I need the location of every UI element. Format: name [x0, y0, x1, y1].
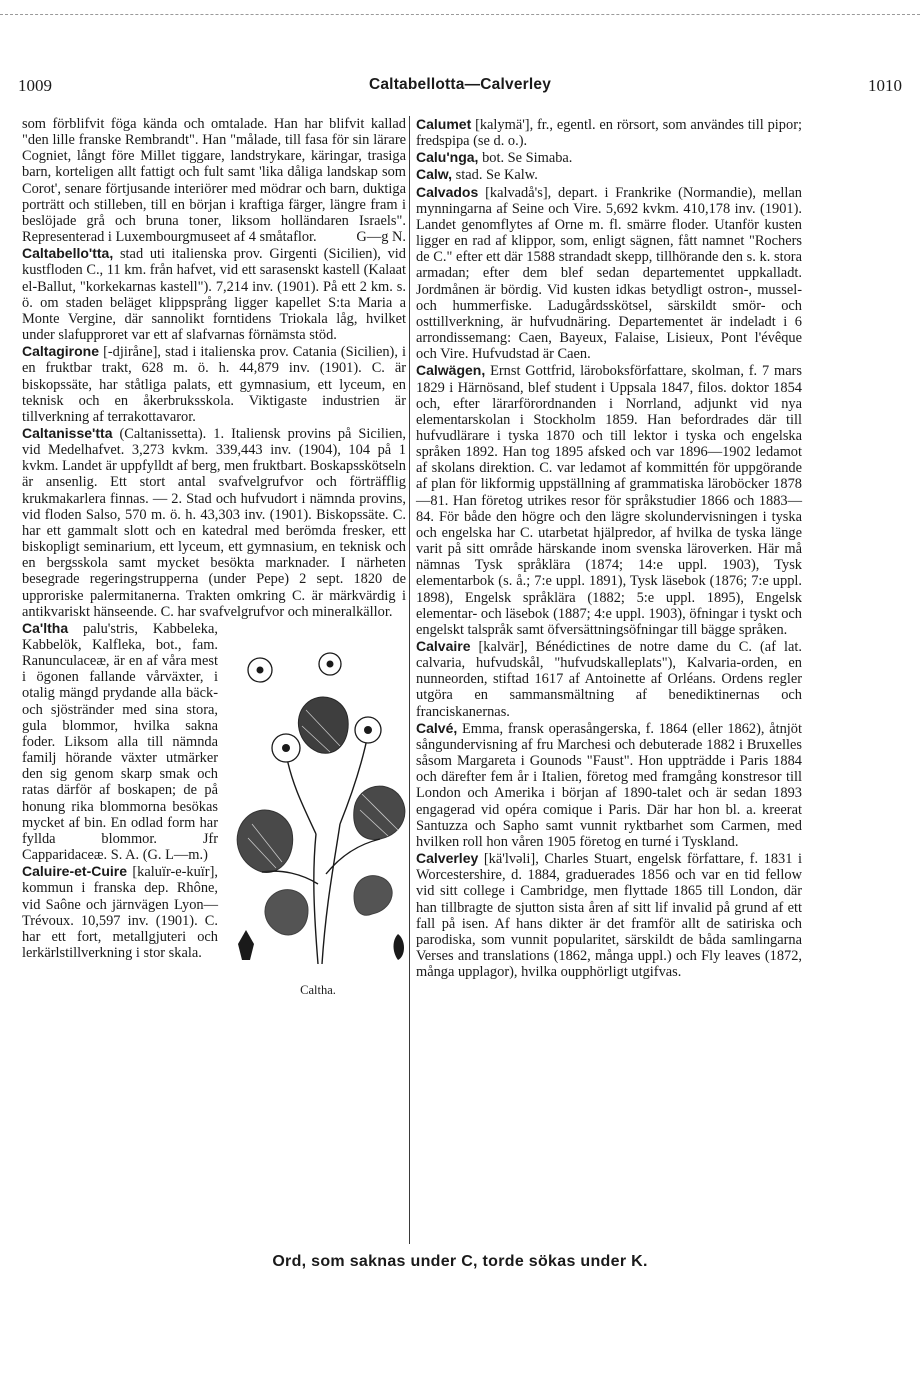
- headword: Calverley: [416, 850, 479, 867]
- entry-caltha-block: [22, 620, 406, 1000]
- headword: Caltagirone: [22, 343, 100, 360]
- author-signature: G—g N.: [356, 229, 406, 246]
- entry-continuation: [22, 116, 406, 245]
- page-number-left: 1009: [18, 76, 52, 95]
- headword: Calvados: [416, 183, 479, 200]
- entry-caltabellotta: [22, 245, 406, 343]
- running-headword: Caltabellotta—Calverley: [368, 76, 552, 93]
- entry-calvaire: [416, 638, 802, 720]
- entry-text: stad. Se Kalw.: [455, 167, 538, 184]
- headword: Calwägen,: [416, 362, 486, 379]
- entry-text: [kalvär], Bénédictines de notre dame du C. (af lat. calvaria, hufvudskål, "hufvudskalleplats"), Kalvaria-orden, en nunneorden, stiftad 1617 af Antoinette af Orléans. Ordens regler utgöra en sammansmältning af benediktinernas och franciskanernas.: [416, 639, 802, 720]
- entry-text: Ernst Gottfrid, läroboksförfattare, skolman, f. 7 mars 1829 i Härnösand, blef student i Uppsala 1847, filos. doktor 1854 och, efter lärarförordnanden i Norrland, adjunkt vid nya elementarskolan i Stockholm 1859. Han befordrades där till hufvudlärare i tyska 1870 och till lektor i tyska och engelska språken 1892. Han tog 1895 afsked och var 1896—1902 ledamot af skolans direktion. C. var ledamot af kommittén för uppgörande af plan för likformig uppställning af grammatiska läroböcker 1878—81. Han företog utrikes resor för språkstudier 1866 och 1883—84. För både den högre och den lägre skolundervisningen i tyska och engelska har C. utarbetat hjälpredor, af hvilka de tyska länge varit på sitt område härskande inom svenska läroverken. Här må nämnas Tysk språklära (1874; 14:e uppl. 1903), Tysk elementarbok (s. å.; 7:e uppl. 1891), Tysk läsebok (1876; 7:e uppl. 1898), Engelsk språklära (1882; 5:e uppl. 1895), Engelsk elementar- och läsebok (1887; 4:e uppl. 1903), öfningar i tyskt och engelskt talspråk samt öfversättningsöfningar till bägge språken.: [416, 363, 802, 638]
- entry-calve: [416, 720, 802, 850]
- entry-text: palu'stris, Kabbeleka, Kabbelök, Kalfleka, bot., fam. Ranunculaceæ, är en af våra mest i ögonen fallande vårväxter, i otalig mängd prydande alla bäck- och sjöstränder med sina stora, gula blommor, hvilka sakna foder. Liksom alla till nämnda familj hörande växter utmärker den sig genom skarp smak och ratas därför af boskapen; de på honung rika blommorna besökas mycket af bin. En odlad form har fyllda blommor. Jfr Capparidaceæ.: [22, 620, 218, 864]
- figure-caption: Caltha.: [300, 982, 336, 997]
- headword: Calvaire: [416, 638, 471, 654]
- entry-text: Emma, fransk operasångerska, f. 1864 (eller 1862), åtnjöt sångundervisning af fru Marchesi och debuterade 1882 i Bruxelles såsom Margareta i Gounods "Faust". Hon uppträdde i Paris 1884 och därefter fem år i Italien, företog med framgång konstresor till London och Amerika i början af 1890-talet och är sedan 1893 engagerad vid opéra comique i Paris. Där har hon bl. a. kreerat Santuzza och Sapho samt vunnit ryktbarhet som Carmen, med hvilken roll hon våren 1905 företog en turné i Tyskland.: [416, 720, 802, 850]
- page-top-rule: [0, 14, 920, 15]
- entry-caltanissetta: [22, 425, 406, 620]
- entry-text: [kä'lvəli], Charles Stuart, engelsk författare, f. 1831 i Worcestershire, d. 1884, graduerades 1856 och var en tid fellow vid sitt college i Cambridge, men flyttade 1865 till London, där han tillbragte de sjutton sista åren af sitt lif invalid på grund af ett fall på isen. Af hans dikter är det framför allt de satiriska och parodiska, som vunnit popularitet, särskildt de båda samlingarna Verses and translations (1862, många uppl.) och Fly leaves (1872, många upplagor), hvilka oupphörligt utgifvas.: [416, 851, 802, 981]
- caltha-plant-icon: [222, 634, 414, 974]
- entry-text: [kalymä'], fr., egentl. en rörsort, som användes till pipor; fredspipa (se d. o.).: [416, 117, 802, 150]
- entry-text: bot. Se Simaba.: [482, 150, 573, 167]
- entry-calwagen: [416, 362, 802, 638]
- entry-caltagirone: [22, 343, 406, 425]
- caltha-figure: [222, 634, 414, 998]
- entry-text: (Caltanissetta). 1. Italiensk provins på Sicilien, vid Medelhafvet. 3,273 kvkm. 339,443 inv. (1904), 104 på 1 kvkm. Landet är uppfylldt af berg, men fruktbart. Boskapsskötseln är ansenlig. Ett stort antal svafvelgrufvor och förträfflig krukmakarlera finnas. — 2. Stad och hufvudort i nämnda provins, vid floden Salso, 570 m. ö. h. 43,303 inv. (1901). Biskopssäte. C. har ett gammalt slott och en katedral med berömda fresker, ett biskopligt seminarium, ett lyceum, ett gymnasium, en teknisk och en bergsskola samt mycket besökta marknader. I närheten besegrade regeringstrupperna (under Pepe) 2 sept. 1820 de upproriske palermitanerna. Trakten omkring C. är märkvärdig i antikvariskt hänseende. C. har svafvelgrufvor och mineralkällor.: [22, 425, 406, 620]
- entry-text: stad uti italienska prov. Girgenti (Sicilien), vid kustfloden C., 11 km. från hafvet, vid ett sarasenskt kastell (Kalaat el-Ballut, "korkekarnas kastell"). 7,214 inv. (1901). På ett 2 km. s. ö. om staden beläget klippsprång ligger kapellet S:ta Maria a Monte Vergine, där sannolikt forntidens Triokala låg, hvilket under slafupproret var ett af slafvarnas förnämsta stöd.: [22, 246, 406, 344]
- entry-text: [-djiråne], stad i italienska prov. Catania (Sicilien), i en fruktbar trakt, 628 m. ö. h. 44,879 inv. (1901). C. är biskopssäte, har ståtliga palats, ett gymnasium, ett lyceum, en teknisk och en åkerbruksskola. Viktigaste industrien är tillverkning af terrakottavaror.: [22, 344, 406, 425]
- author-signature: S. A. (G. L—m.): [110, 847, 208, 864]
- right-column: [416, 116, 802, 980]
- headword: Caluire-et-Cuire: [22, 863, 128, 880]
- entry-calw: [416, 166, 802, 183]
- page-header: [18, 76, 902, 100]
- page-number-right: 1010: [868, 76, 902, 95]
- left-column: [22, 116, 406, 1000]
- headword: Calvé,: [416, 719, 458, 736]
- entry-calunga: [416, 149, 802, 166]
- entry-calumet: [416, 116, 802, 149]
- headword: Calumet: [416, 116, 472, 132]
- headword: Calw,: [416, 166, 453, 183]
- entry-text: [kaluïr-e-kuïr], kommun i franska dep. Rhône, vid Saône och järnvägen Lyon—Trévoux. 10,597 inv. (1901). C. har ett fort, metallgjuteri och lerkärlstillverkning i stor skala.: [22, 864, 218, 961]
- entry-calverley: [416, 850, 802, 980]
- entry-calvados: [416, 184, 802, 363]
- page-footer-note: Ord, som saknas under C, torde sökas under K.: [272, 1253, 648, 1270]
- entry-text: [kalvadå's], depart. i Frankrike (Normandie), mellan mynningarna af Seine och Vire. 5,692 kvkm. 410,178 inv. (1901). Landet genomflytes af Orne m. fl. smärre floder. Utanför kusten ligger en rad af klippor, som, enligt sägnen, fått namnet "Rochers de C." efter ett där 1588 strandadt skepp, tillhörande den s. k. stora armadan; efter dem blef sedan departementet uppkalladt. Jordmånen är bördig. Vid kusten idkas betydligt ostron-, mussel- och hummerfiske. Ladugårdsskötsel, särskildt smör- och osttillverkning, är hufvudnäring. Departementet är indeladt i 6 arrondissemang: Caen, Bayeux, Falaise, Lisieux, Pont l'évêque och Vire. Hufvudstad är Caen.: [416, 184, 802, 363]
- headword: Caltanisse'tta: [22, 424, 113, 441]
- headword: Ca'ltha: [22, 619, 69, 636]
- headword: Calu'nga,: [416, 149, 479, 166]
- headword: Caltabello'tta,: [22, 245, 114, 262]
- entry-text: som förblifvit föga kända och omtalade. Han har blifvit kallad "den lille franske Rembrandt". Han "målade, till fasa för sin lärare Cogniet, långt före Millet tiggare, landstrykare, käringar, trasiga barn, korteligen allt fattigt och fult samt 'lika dåliga landskap som Corot', senare förtjusande interiörer med mödrar och barn, duktiga porträtt och stilleben, till en början i kraftiga färger, längre fram i beslöjade grå och bruna toner, liksom holländaren Israels". Representerad i Luxembourgmuseet af 4 småtaflor.: [22, 116, 406, 246]
